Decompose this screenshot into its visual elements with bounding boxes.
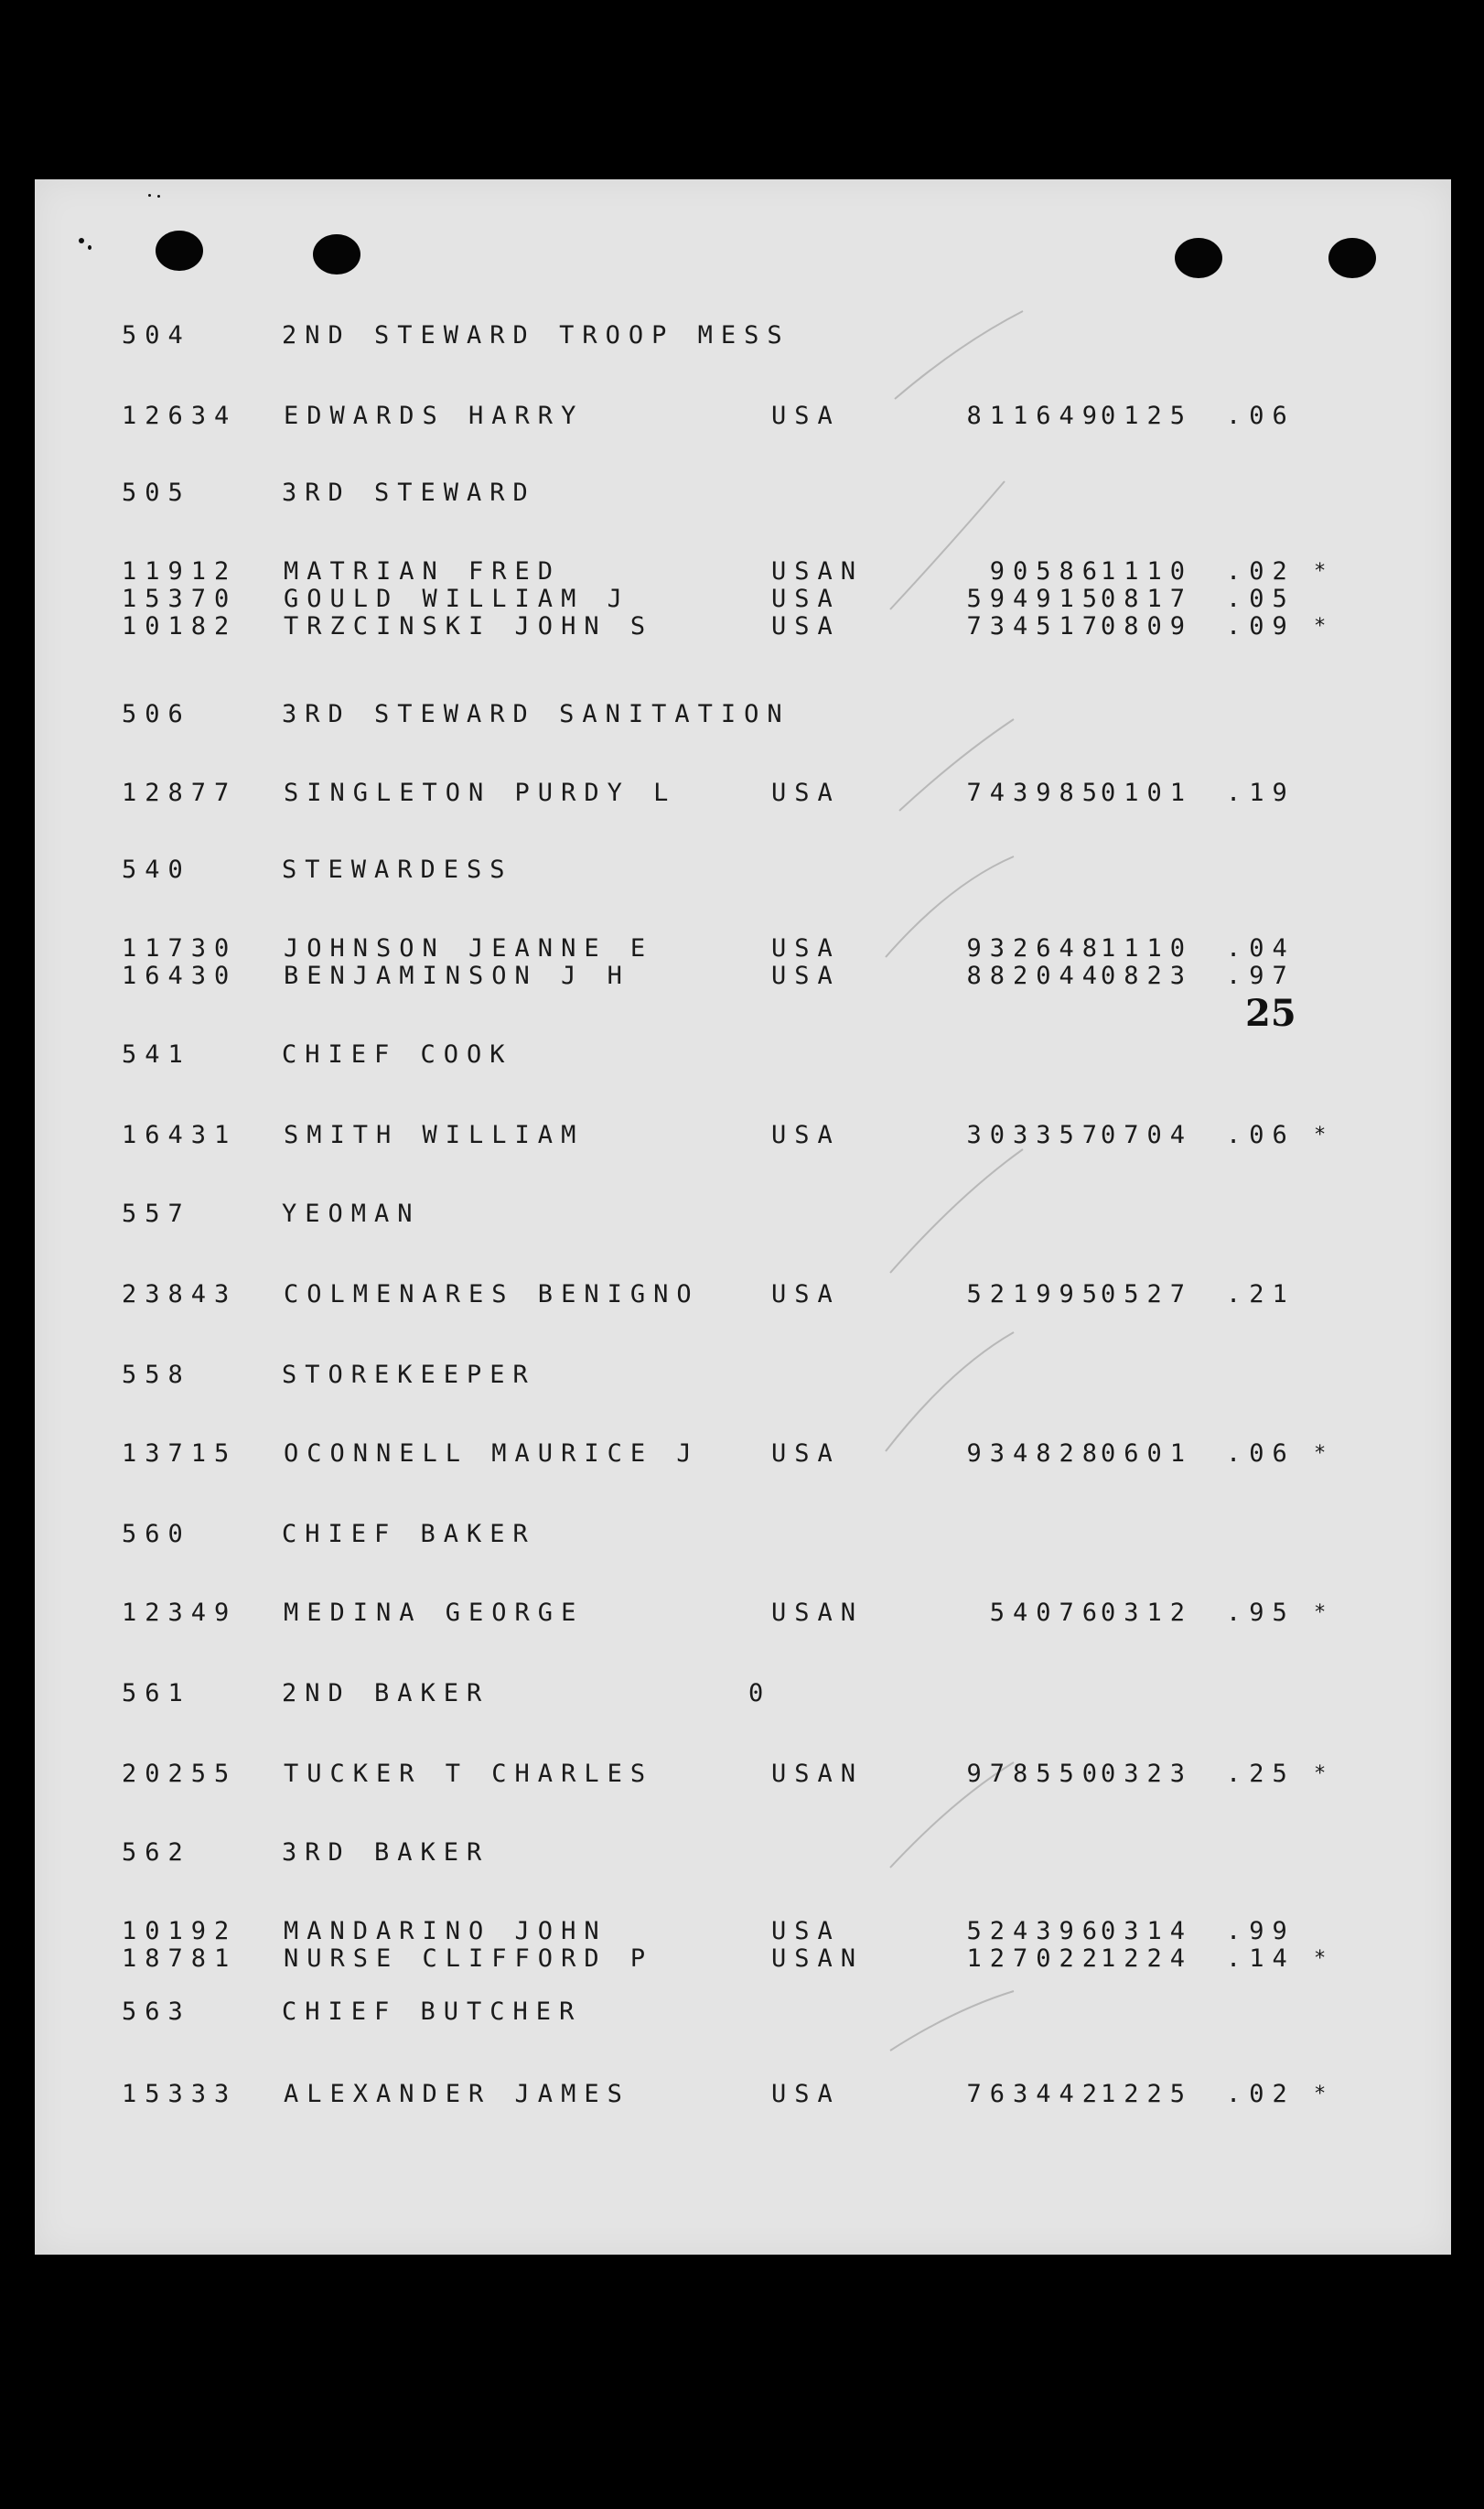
asterisk-mark: * xyxy=(1314,1442,1327,1465)
position-code: 562 xyxy=(122,1838,191,1867)
date-code: 1110 xyxy=(1101,557,1194,586)
citizenship: USA xyxy=(771,1917,841,1945)
date-code: 0704 xyxy=(1101,1121,1194,1149)
decimal-value: .09 xyxy=(1226,612,1296,641)
decimal-value: .95 xyxy=(1226,1599,1296,1627)
crew-entry-row xyxy=(35,1599,1451,1631)
position-heading xyxy=(35,1362,1451,1393)
crew-name: TRZCINSKI JOHN S xyxy=(284,612,654,641)
date-code: 0601 xyxy=(1101,1439,1194,1468)
document-number: 524396 xyxy=(966,1917,1105,1945)
document-number: 521995 xyxy=(966,1280,1105,1308)
citizenship: USAN xyxy=(771,1944,865,1973)
decimal-value: .25 xyxy=(1226,1760,1296,1788)
document-number: 763442 xyxy=(966,2080,1105,2108)
crew-id: 20255 xyxy=(122,1760,238,1788)
date-code: 0312 xyxy=(1101,1599,1194,1627)
decimal-value: .04 xyxy=(1226,934,1296,963)
crew-id: 18781 xyxy=(122,1944,238,1973)
position-title: 2ND STEWARD TROOP MESS xyxy=(282,321,790,350)
position-heading xyxy=(35,322,1451,353)
asterisk-mark: * xyxy=(1314,1947,1327,1970)
position-heading xyxy=(35,1680,1451,1711)
decimal-value: .06 xyxy=(1226,1121,1296,1149)
page-number: 25 xyxy=(1245,992,1296,1035)
decimal-value: .19 xyxy=(1226,779,1296,807)
crew-entry-row xyxy=(35,1440,1451,1471)
decimal-value: .06 xyxy=(1226,402,1296,430)
citizenship: USA xyxy=(771,779,841,807)
position-code: 558 xyxy=(122,1361,191,1389)
document-number: 90586 xyxy=(989,557,1105,586)
ink-speck xyxy=(157,195,160,198)
crew-entry-row xyxy=(35,1945,1451,1976)
position-heading xyxy=(35,1998,1451,2030)
punch-hole xyxy=(1175,238,1222,278)
citizenship: USA xyxy=(771,1280,841,1308)
document-number: 127022 xyxy=(966,1944,1105,1973)
asterisk-mark: * xyxy=(1314,1601,1327,1624)
position-code: 504 xyxy=(122,321,191,350)
crew-name: JOHNSON JEANNE E xyxy=(284,934,654,963)
ink-speck xyxy=(88,245,91,250)
position-title: 2ND BAKER xyxy=(282,1679,490,1707)
crew-entry-row xyxy=(35,780,1451,811)
position-code: 560 xyxy=(122,1520,191,1548)
crew-id: 12349 xyxy=(122,1599,238,1627)
document-number: 743985 xyxy=(966,779,1105,807)
crew-id: 15370 xyxy=(122,585,238,613)
document-number: 978550 xyxy=(966,1760,1105,1788)
punch-hole xyxy=(313,234,360,275)
position-heading xyxy=(35,1521,1451,1552)
asterisk-mark: * xyxy=(1314,1762,1327,1785)
date-code: 1110 xyxy=(1101,934,1194,963)
ink-speck xyxy=(148,194,151,197)
document-number: 303357 xyxy=(966,1121,1105,1149)
decimal-value: .99 xyxy=(1226,1917,1296,1945)
decimal-value: .21 xyxy=(1226,1280,1296,1308)
position-heading xyxy=(35,701,1451,732)
decimal-value: .02 xyxy=(1226,557,1296,586)
position-title: 3RD BAKER xyxy=(282,1838,490,1867)
asterisk-mark: * xyxy=(1314,1124,1327,1147)
citizenship: USA xyxy=(771,585,841,613)
position-heading xyxy=(35,479,1451,511)
document-number: 811649 xyxy=(966,402,1105,430)
crew-list-page xyxy=(35,179,1451,2255)
crew-id: 11912 xyxy=(122,557,238,586)
margin-note: 0 xyxy=(748,1679,772,1707)
position-title: YEOMAN xyxy=(282,1200,421,1228)
crew-id: 11730 xyxy=(122,934,238,963)
date-code: 0817 xyxy=(1101,585,1194,613)
date-code: 1224 xyxy=(1101,1944,1194,1973)
position-code: 505 xyxy=(122,479,191,507)
position-code: 541 xyxy=(122,1040,191,1069)
crew-entry-row xyxy=(35,1122,1451,1153)
crew-name: OCONNELL MAURICE J xyxy=(284,1439,700,1468)
crew-entry-row xyxy=(35,403,1451,434)
punch-hole xyxy=(156,231,203,271)
document-number: 932648 xyxy=(966,934,1105,963)
position-heading xyxy=(35,1041,1451,1072)
position-title: CHIEF COOK xyxy=(282,1040,513,1069)
date-code: 0101 xyxy=(1101,779,1194,807)
crew-id: 13715 xyxy=(122,1439,238,1468)
position-heading xyxy=(35,856,1451,888)
citizenship: USAN xyxy=(771,557,865,586)
punch-hole xyxy=(1328,238,1376,278)
position-title: STEWARDESS xyxy=(282,856,513,884)
document-number: 54076 xyxy=(989,1599,1105,1627)
crew-name: BENJAMINSON J H xyxy=(284,962,630,990)
position-code: 557 xyxy=(122,1200,191,1228)
date-code: 0125 xyxy=(1101,402,1194,430)
crew-name: EDWARDS HARRY xyxy=(284,402,585,430)
crew-id: 16431 xyxy=(122,1121,238,1149)
position-heading xyxy=(35,1201,1451,1232)
date-code: 0314 xyxy=(1101,1917,1194,1945)
position-code: 561 xyxy=(122,1679,191,1707)
position-title: CHIEF BAKER xyxy=(282,1520,536,1548)
asterisk-mark: * xyxy=(1314,2083,1327,2105)
crew-id: 12877 xyxy=(122,779,238,807)
document-number: 882044 xyxy=(966,962,1105,990)
ink-speck xyxy=(79,238,84,243)
position-code: 563 xyxy=(122,1998,191,2026)
crew-name: MEDINA GEORGE xyxy=(284,1599,585,1627)
crew-id: 23843 xyxy=(122,1280,238,1308)
asterisk-mark: * xyxy=(1314,615,1327,638)
decimal-value: .02 xyxy=(1226,2080,1296,2108)
crew-name: NURSE CLIFFORD P xyxy=(284,1944,654,1973)
crew-entry-row xyxy=(35,613,1451,644)
crew-entry-row xyxy=(35,1761,1451,1792)
position-title: 3RD STEWARD xyxy=(282,479,536,507)
decimal-value: .97 xyxy=(1226,962,1296,990)
date-code: 1225 xyxy=(1101,2080,1194,2108)
decimal-value: .05 xyxy=(1226,585,1296,613)
crew-name: GOULD WILLIAM J xyxy=(284,585,630,613)
position-title: 3RD STEWARD SANITATION xyxy=(282,700,790,728)
citizenship: USA xyxy=(771,1121,841,1149)
decimal-value: .06 xyxy=(1226,1439,1296,1468)
position-code: 540 xyxy=(122,856,191,884)
date-code: 0823 xyxy=(1101,962,1194,990)
crew-name: MANDARINO JOHN xyxy=(284,1917,608,1945)
crew-name: SMITH WILLIAM xyxy=(284,1121,585,1149)
crew-entry-row xyxy=(35,2081,1451,2112)
crew-id: 12634 xyxy=(122,402,238,430)
position-title: CHIEF BUTCHER xyxy=(282,1998,583,2026)
citizenship: USA xyxy=(771,2080,841,2108)
date-code: 0809 xyxy=(1101,612,1194,641)
asterisk-mark: * xyxy=(1314,560,1327,583)
document-number: 734517 xyxy=(966,612,1105,641)
crew-name: MATRIAN FRED xyxy=(284,557,562,586)
crew-id: 10182 xyxy=(122,612,238,641)
citizenship: USA xyxy=(771,612,841,641)
crew-id: 10192 xyxy=(122,1917,238,1945)
crew-name: TUCKER T CHARLES xyxy=(284,1760,654,1788)
crew-name: ALEXANDER JAMES xyxy=(284,2080,630,2108)
date-code: 0323 xyxy=(1101,1760,1194,1788)
citizenship: USA xyxy=(771,1439,841,1468)
decimal-value: .14 xyxy=(1226,1944,1296,1973)
position-title: STOREKEEPER xyxy=(282,1361,536,1389)
position-code: 506 xyxy=(122,700,191,728)
date-code: 0527 xyxy=(1101,1280,1194,1308)
crew-entry-row xyxy=(35,1281,1451,1312)
document-number: 934828 xyxy=(966,1439,1105,1468)
crew-name: SINGLETON PURDY L xyxy=(284,779,677,807)
citizenship: USAN xyxy=(771,1760,865,1788)
citizenship: USA xyxy=(771,402,841,430)
crew-id: 16430 xyxy=(122,962,238,990)
citizenship: USAN xyxy=(771,1599,865,1627)
crew-id: 15333 xyxy=(122,2080,238,2108)
citizenship: USA xyxy=(771,934,841,963)
crew-entry-row xyxy=(35,963,1451,994)
document-number: 594915 xyxy=(966,585,1105,613)
citizenship: USA xyxy=(771,962,841,990)
crew-name: COLMENARES BENIGNO xyxy=(284,1280,700,1308)
position-heading xyxy=(35,1839,1451,1870)
